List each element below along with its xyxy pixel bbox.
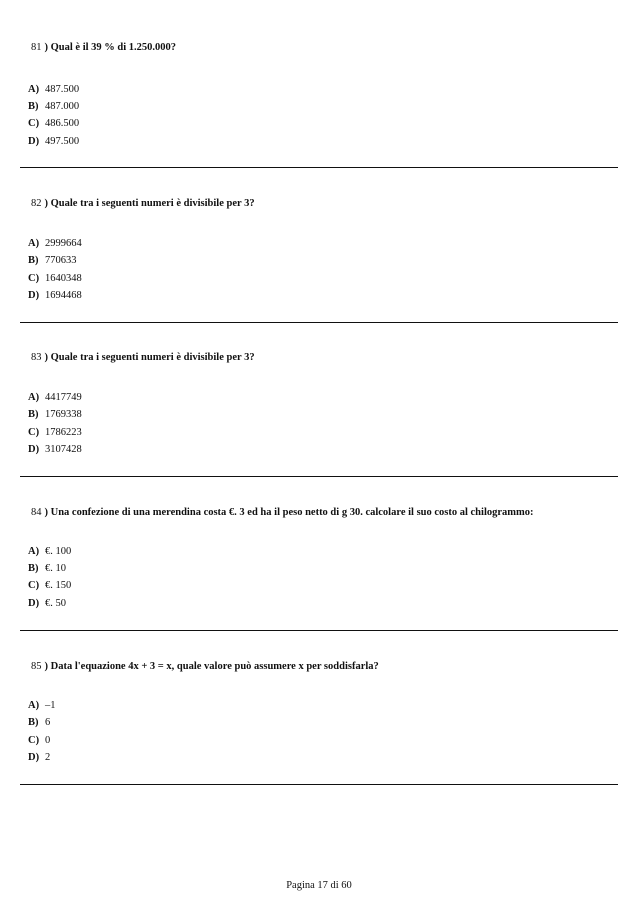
- option-text: 487.000: [45, 101, 80, 112]
- question-text: ) Qual è il 39 % di 1.250.000?: [44, 42, 177, 53]
- question-text: ) Quale tra i seguenti numeri è divisibile per 3?: [44, 352, 255, 363]
- question-text: ) Una confezione di una merendina costa €. 3 ed ha il peso netto di g 30. calcolare il suo costo al chilogrammo:: [44, 507, 534, 518]
- question-text: ) Quale tra i seguenti numeri è divisibile per 3?: [44, 198, 255, 209]
- option-d: [28, 752, 50, 763]
- option-b: [28, 717, 50, 728]
- option-c: [28, 735, 50, 746]
- option-letter: C): [28, 735, 40, 746]
- option-letter: C): [28, 580, 40, 591]
- option-text: –1: [45, 700, 56, 711]
- option-a: [28, 392, 82, 403]
- question-text: ) Data l'equazione 4x + 3 = x, quale valore può assumere x per soddisfarla?: [44, 661, 379, 672]
- option-letter: B): [28, 409, 39, 420]
- option-letter: B): [28, 563, 39, 574]
- option-c: [28, 273, 82, 284]
- option-text: 1694468: [45, 290, 82, 301]
- option-text: €. 10: [45, 563, 66, 574]
- option-text: 3107428: [45, 444, 82, 455]
- divider: [20, 476, 618, 477]
- option-letter: D): [28, 290, 40, 301]
- option-text: €. 50: [45, 598, 66, 609]
- divider: [20, 630, 618, 631]
- option-b: [28, 409, 82, 420]
- option-letter: C): [28, 273, 40, 284]
- option-letter: A): [28, 546, 40, 557]
- divider: [20, 784, 618, 785]
- option-c: [28, 427, 82, 438]
- question-number: 85: [31, 661, 42, 672]
- option-letter: B): [28, 101, 39, 112]
- option-c: [28, 580, 71, 591]
- question-number: 83: [31, 352, 42, 363]
- question-number: 82: [31, 198, 42, 209]
- option-text: 770633: [45, 255, 77, 266]
- option-letter: D): [28, 444, 40, 455]
- option-text: 1786223: [45, 427, 82, 438]
- option-a: [28, 546, 71, 557]
- option-letter: A): [28, 700, 40, 711]
- option-b: [28, 101, 79, 112]
- option-d: [28, 290, 82, 301]
- question-number: 84: [31, 507, 42, 518]
- option-letter: A): [28, 238, 40, 249]
- option-text: 6: [45, 717, 51, 728]
- option-a: [28, 238, 82, 249]
- option-letter: A): [28, 84, 40, 95]
- option-text: 4417749: [45, 392, 82, 403]
- option-letter: D): [28, 136, 40, 147]
- option-d: [28, 598, 66, 609]
- question-title: [31, 198, 255, 209]
- option-d: [28, 136, 79, 147]
- option-a: [28, 700, 56, 711]
- divider: [20, 167, 618, 168]
- page-number: Pagina 17 di 60: [286, 880, 352, 891]
- option-letter: C): [28, 427, 40, 438]
- option-letter: D): [28, 598, 40, 609]
- option-text: 1769338: [45, 409, 82, 420]
- option-text: 486.500: [45, 118, 80, 129]
- option-letter: A): [28, 392, 40, 403]
- option-letter: C): [28, 118, 40, 129]
- option-b: [28, 255, 77, 266]
- option-text: 487.500: [45, 84, 80, 95]
- option-a: [28, 84, 79, 95]
- option-text: 2999664: [45, 238, 82, 249]
- option-b: [28, 563, 66, 574]
- question-title: [31, 352, 255, 363]
- question-title: [31, 42, 176, 53]
- divider: [20, 322, 618, 323]
- option-text: 497.500: [45, 136, 80, 147]
- option-c: [28, 118, 79, 129]
- question-title: [31, 661, 379, 672]
- question-title: [31, 507, 534, 518]
- option-text: 0: [45, 735, 51, 746]
- option-letter: D): [28, 752, 40, 763]
- option-text: 1640348: [45, 273, 82, 284]
- question-number: 81: [31, 42, 42, 53]
- option-letter: B): [28, 255, 39, 266]
- option-text: 2: [45, 752, 51, 763]
- option-text: €. 150: [45, 580, 72, 591]
- option-text: €. 100: [45, 546, 72, 557]
- option-d: [28, 444, 82, 455]
- option-letter: B): [28, 717, 39, 728]
